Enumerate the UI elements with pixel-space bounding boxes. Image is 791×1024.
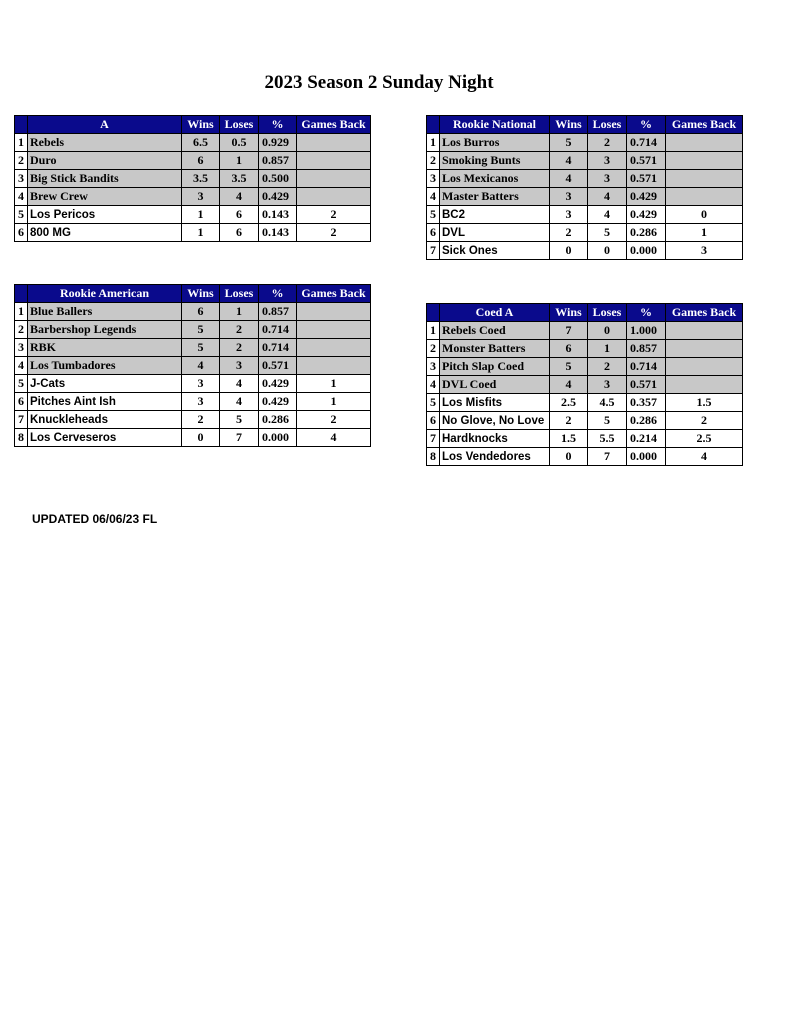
games-back-cell: 2 [297,224,371,242]
games-back-cell: 1.5 [666,394,743,412]
games-back-cell [666,376,743,394]
games-back-cell [666,134,743,152]
rank-cell: 8 [15,429,28,447]
games-back-cell [297,321,371,339]
wins-cell: 6.5 [182,134,220,152]
team-name: Hardknocks [440,430,550,448]
table-row [427,206,743,224]
wins-header: Wins [182,285,220,303]
rank-cell: 4 [15,357,28,375]
pct-cell: 0.429 [627,188,666,206]
team-name: Los Cerveseros [28,429,182,447]
team-name: Los Misfits [440,394,550,412]
rank-cell: 5 [427,394,440,412]
pct-cell: 0.000 [627,242,666,260]
loses-cell: 4.5 [588,394,627,412]
team-name: J-Cats [28,375,182,393]
team-name: Big Stick Bandits [28,170,182,188]
wins-cell: 2 [550,224,588,242]
games-back-cell [297,170,371,188]
rank-cell: 5 [15,375,28,393]
pct-cell: 0.286 [627,224,666,242]
standings-table-a [14,115,371,242]
table-row [15,170,371,188]
loses-cell: 3 [220,357,259,375]
pct-cell: 0.429 [259,375,297,393]
wins-cell: 0 [182,429,220,447]
table-row [15,134,371,152]
pct-cell: 0.286 [259,411,297,429]
table-row [15,321,371,339]
team-name: RBK [28,339,182,357]
team-name: Pitches Aint Ish [28,393,182,411]
rank-cell: 4 [427,188,440,206]
header-rank [427,304,440,322]
team-name: Rebels Coed [440,322,550,340]
rank-cell: 4 [15,188,28,206]
pct-cell: 0.857 [259,303,297,321]
games-back-cell [666,170,743,188]
team-name: No Glove, No Love [440,412,550,430]
wins-header: Wins [550,116,588,134]
division-header: Rookie American [28,285,182,303]
team-name: DVL Coed [440,376,550,394]
pct-cell: 0.571 [627,170,666,188]
team-name: Brew Crew [28,188,182,206]
rank-cell: 3 [15,170,28,188]
games-back-cell: 1 [666,224,743,242]
pct-header: % [259,116,297,134]
table-row [15,224,371,242]
rank-cell: 2 [15,321,28,339]
wins-cell: 2.5 [550,394,588,412]
rank-cell: 6 [15,393,28,411]
wins-cell: 4 [182,357,220,375]
rank-cell: 3 [427,170,440,188]
table-row [427,340,743,358]
pct-cell: 0.714 [259,321,297,339]
table-row [15,429,371,447]
wins-cell: 2 [550,412,588,430]
games-back-cell [666,340,743,358]
loses-header: Loses [588,116,627,134]
wins-cell: 4 [550,376,588,394]
header-rank [15,285,28,303]
team-name: Los Tumbadores [28,357,182,375]
team-name: Monster Batters [440,340,550,358]
team-name: Blue Ballers [28,303,182,321]
loses-cell: 5 [220,411,259,429]
pct-header: % [627,116,666,134]
team-name: 800 MG [28,224,182,242]
wins-cell: 6 [182,303,220,321]
page-title: 2023 Season 2 Sunday Night [264,72,494,93]
loses-cell: 5 [588,412,627,430]
table-row [15,357,371,375]
wins-cell: 6 [182,152,220,170]
team-name: Duro [28,152,182,170]
games-back-header: Games Back [666,116,743,134]
loses-cell: 2 [220,339,259,357]
table-row [427,242,743,260]
loses-cell: 3 [588,376,627,394]
team-name: BC2 [440,206,550,224]
loses-cell: 2 [220,321,259,339]
loses-cell: 2 [588,358,627,376]
rank-cell: 3 [427,358,440,376]
games-back-cell [666,188,743,206]
pct-cell: 0.429 [627,206,666,224]
pct-cell: 0.500 [259,170,297,188]
table-row [15,339,371,357]
rank-cell: 5 [427,206,440,224]
team-name: Los Pericos [28,206,182,224]
games-back-cell: 2 [297,411,371,429]
team-name: Master Batters [440,188,550,206]
wins-cell: 3 [550,206,588,224]
table-row [427,152,743,170]
division-header: Rookie National [440,116,550,134]
pct-cell: 0.000 [627,448,666,466]
table-row [15,393,371,411]
rank-cell: 2 [427,340,440,358]
pct-cell: 0.429 [259,393,297,411]
team-name: Los Vendedores [440,448,550,466]
games-back-cell [666,152,743,170]
games-back-cell: 4 [666,448,743,466]
pct-cell: 0.714 [627,358,666,376]
games-back-header: Games Back [666,304,743,322]
loses-header: Loses [588,304,627,322]
wins-cell: 0 [550,448,588,466]
division-header: A [28,116,182,134]
rank-cell: 3 [15,339,28,357]
team-name: Smoking Bunts [440,152,550,170]
rank-cell: 1 [15,303,28,321]
rank-cell: 5 [15,206,28,224]
rank-cell: 2 [427,152,440,170]
loses-header: Loses [220,285,259,303]
updated-note: UPDATED 06/06/23 FL [32,512,158,526]
games-back-cell: 2 [297,206,371,224]
table-row [427,188,743,206]
pct-cell: 0.571 [627,152,666,170]
table-row [427,412,743,430]
games-back-header: Games Back [297,116,371,134]
games-back-cell: 3 [666,242,743,260]
pct-cell: 0.000 [259,429,297,447]
standings-table-rookie-national [426,115,743,260]
games-back-cell: 1 [297,375,371,393]
rank-cell: 7 [15,411,28,429]
pct-cell: 0.714 [627,134,666,152]
table-row [427,448,743,466]
loses-header: Loses [220,116,259,134]
loses-cell: 1 [220,152,259,170]
rank-cell: 6 [15,224,28,242]
pct-cell: 0.429 [259,188,297,206]
header-rank [15,116,28,134]
loses-cell: 7 [588,448,627,466]
wins-header: Wins [182,116,220,134]
pct-cell: 0.214 [627,430,666,448]
pct-cell: 0.143 [259,206,297,224]
rank-cell: 6 [427,224,440,242]
pct-cell: 0.929 [259,134,297,152]
wins-cell: 1.5 [550,430,588,448]
games-back-cell [297,134,371,152]
rank-cell: 7 [427,430,440,448]
games-back-cell: 1 [297,393,371,411]
wins-header: Wins [550,304,588,322]
wins-cell: 3 [182,188,220,206]
team-name: DVL [440,224,550,242]
games-back-cell: 2 [666,412,743,430]
team-name: Pitch Slap Coed [440,358,550,376]
team-name: Barbershop Legends [28,321,182,339]
loses-cell: 3 [588,170,627,188]
games-back-cell [297,339,371,357]
pct-header: % [627,304,666,322]
loses-cell: 4 [588,206,627,224]
table-row [427,322,743,340]
wins-cell: 3 [182,375,220,393]
table-row [15,411,371,429]
team-name: Rebels [28,134,182,152]
rank-cell: 4 [427,376,440,394]
loses-cell: 3.5 [220,170,259,188]
table-row [427,224,743,242]
wins-cell: 5 [550,134,588,152]
wins-cell: 5 [182,339,220,357]
rank-cell: 6 [427,412,440,430]
rank-cell: 7 [427,242,440,260]
loses-cell: 2 [588,134,627,152]
table-row [427,134,743,152]
wins-cell: 5 [182,321,220,339]
games-back-cell [297,152,371,170]
games-back-cell [666,358,743,376]
pct-header: % [259,285,297,303]
team-name: Los Mexicanos [440,170,550,188]
team-name: Sick Ones [440,242,550,260]
wins-cell: 4 [550,170,588,188]
wins-cell: 4 [550,152,588,170]
wins-cell: 1 [182,206,220,224]
wins-cell: 7 [550,322,588,340]
division-header: Coed A [440,304,550,322]
wins-cell: 0 [550,242,588,260]
team-name: Los Burros [440,134,550,152]
wins-cell: 3 [182,393,220,411]
loses-cell: 4 [220,375,259,393]
table-row [15,375,371,393]
standings-table-rookie-american [14,284,371,447]
table-row [427,394,743,412]
games-back-cell: 0 [666,206,743,224]
games-back-cell [297,357,371,375]
table-row [15,206,371,224]
pct-cell: 0.571 [627,376,666,394]
games-back-cell [297,188,371,206]
wins-cell: 3 [550,188,588,206]
table-row [15,188,371,206]
loses-cell: 4 [220,393,259,411]
team-name: Knuckleheads [28,411,182,429]
pct-cell: 0.143 [259,224,297,242]
loses-cell: 5.5 [588,430,627,448]
loses-cell: 6 [220,224,259,242]
rank-cell: 1 [15,134,28,152]
wins-cell: 2 [182,411,220,429]
pct-cell: 0.857 [627,340,666,358]
rank-cell: 8 [427,448,440,466]
loses-cell: 3 [588,152,627,170]
pct-cell: 0.286 [627,412,666,430]
loses-cell: 5 [588,224,627,242]
loses-cell: 1 [588,340,627,358]
rank-cell: 2 [15,152,28,170]
pct-cell: 0.714 [259,339,297,357]
header-rank [427,116,440,134]
rank-cell: 1 [427,134,440,152]
loses-cell: 4 [220,188,259,206]
games-back-header: Games Back [297,285,371,303]
wins-cell: 6 [550,340,588,358]
loses-cell: 0.5 [220,134,259,152]
pct-cell: 0.571 [259,357,297,375]
standings-table-coed-a [426,303,743,466]
games-back-cell [297,303,371,321]
loses-cell: 0 [588,322,627,340]
table-row [427,358,743,376]
loses-cell: 7 [220,429,259,447]
table-row [427,376,743,394]
loses-cell: 6 [220,206,259,224]
loses-cell: 4 [588,188,627,206]
loses-cell: 0 [588,242,627,260]
table-row [15,152,371,170]
table-row [427,170,743,188]
rank-cell: 1 [427,322,440,340]
games-back-cell: 2.5 [666,430,743,448]
wins-cell: 3.5 [182,170,220,188]
wins-cell: 5 [550,358,588,376]
pct-cell: 0.857 [259,152,297,170]
pct-cell: 1.000 [627,322,666,340]
table-row [427,430,743,448]
loses-cell: 1 [220,303,259,321]
table-row [15,303,371,321]
pct-cell: 0.357 [627,394,666,412]
wins-cell: 1 [182,224,220,242]
games-back-cell: 4 [297,429,371,447]
games-back-cell [666,322,743,340]
